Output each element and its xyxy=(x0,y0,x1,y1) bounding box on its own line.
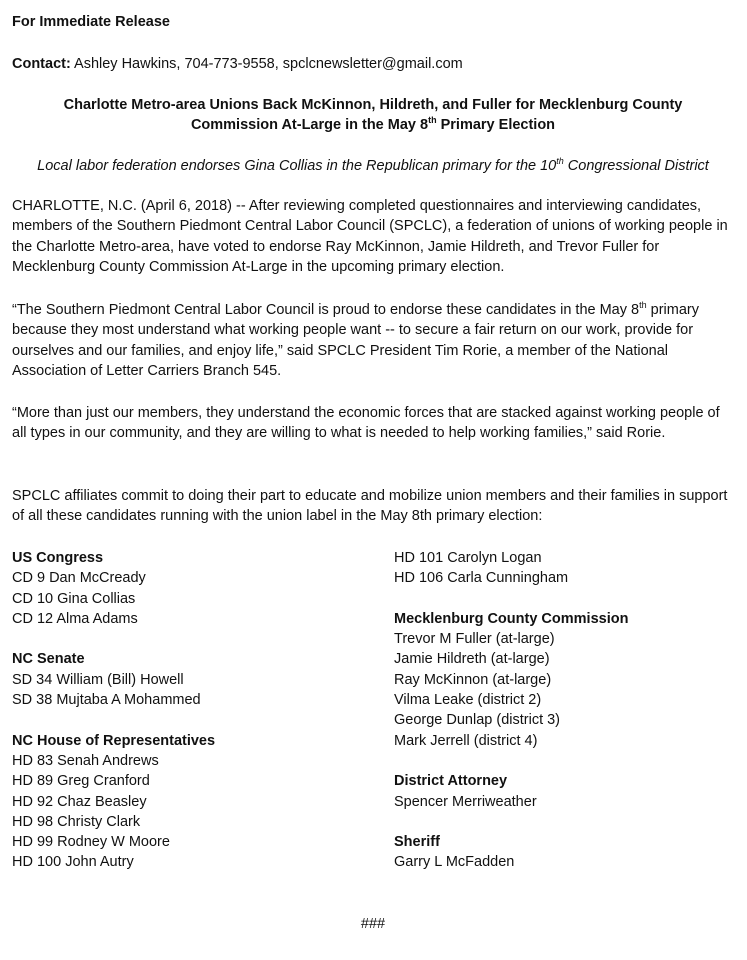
candidate: SD 34 William (Bill) Howell xyxy=(12,671,184,688)
group-title: US Congress xyxy=(12,550,104,566)
contact-line xyxy=(12,54,463,74)
group-us-congress xyxy=(12,548,382,629)
paragraph-quote-1 xyxy=(12,300,732,381)
headline-line-1: Charlotte Metro-area Unions Back McKinnon, Hildreth, and Fuller for Mecklenburg County xyxy=(63,97,683,113)
candidate: HD 92 Chaz Beasley xyxy=(12,793,147,810)
group-nc-house xyxy=(12,731,382,873)
subheadline xyxy=(12,156,734,176)
quote-1-sup: th xyxy=(639,300,647,310)
candidate: Mark Jerrell (district 4) xyxy=(394,732,538,749)
endorsements-right-column xyxy=(394,548,734,893)
candidate: Vilma Leake (district 2) xyxy=(394,692,542,709)
candidate: HD 101 Carolyn Logan xyxy=(394,550,542,566)
quote-1-b: primary because they most understand what working people want -- to secure a fair return on our work, provide for ourselves and our families, and enjoy life,” said SPCLC President Tim Rorie, a member of the National Association of Letter Carriers Branch 545. xyxy=(12,302,699,379)
group-title: Mecklenburg County Commission xyxy=(394,610,629,627)
candidate: SD 38 Mujtaba A Mohammed xyxy=(12,692,201,709)
end-mark: ### xyxy=(360,916,386,932)
candidate: George Dunlap (district 3) xyxy=(394,712,561,729)
group-title: District Attorney xyxy=(394,773,508,790)
group-district-attorney xyxy=(394,771,734,812)
subhead-a: Local labor federation endorses Gina Collias in the Republican primary for the 10 xyxy=(37,158,557,174)
paragraph-intro: CHARLOTTE, N.C. (April 6, 2018) -- After reviewing completed questionnaires and interviewing candidates, members of the Southern Piedmont Central Labor Council (SPCLC), a federation of unions of working people in the Charlotte Metro-area, have voted to endorse Ray McKinnon, Jamie Hildreth, and Trevor Fuller for Mecklenburg County Commission At-Large in the upcoming primary election. xyxy=(12,198,728,275)
candidate: CD 10 Gina Collias xyxy=(12,590,136,607)
headline-line-2-b: Primary Election xyxy=(436,117,556,134)
contact-text: Ashley Hawkins, 704-773-9558, spclcnewsletter@gmail.com xyxy=(70,56,463,72)
group-title: NC House of Representatives xyxy=(12,732,216,749)
headline xyxy=(12,95,734,136)
candidate: Spencer Merriweather xyxy=(394,793,537,810)
candidate: CD 12 Alma Adams xyxy=(12,610,138,627)
headline-line-2-a: Commission At-Large in the May 8 xyxy=(190,117,429,134)
candidate: HD 83 Senah Andrews xyxy=(12,752,159,769)
group-nc-house-continued xyxy=(394,548,734,589)
candidate: Jamie Hildreth (at-large) xyxy=(394,651,550,668)
candidate: Ray McKinnon (at-large) xyxy=(394,671,552,688)
contact-label: Contact: xyxy=(12,56,71,72)
headline-line-2 xyxy=(12,115,734,135)
candidate: HD 106 Carla Cunningham xyxy=(394,570,569,587)
candidate: Garry L McFadden xyxy=(394,854,515,871)
release-label: For Immediate Release xyxy=(12,14,170,30)
group-title: NC Senate xyxy=(12,651,85,668)
paragraph-affiliates: SPCLC affiliates commit to doing their part to educate and mobilize union members and their families in support of all these candidates running with the union label in the May 8th primary election: xyxy=(12,488,728,525)
candidate: HD 99 Rodney W Moore xyxy=(12,834,170,851)
group-county-commission xyxy=(394,609,734,751)
candidate: Trevor M Fuller (at-large) xyxy=(394,631,555,648)
group-title: Sheriff xyxy=(394,834,440,851)
subhead-sup: th xyxy=(556,156,564,166)
group-nc-senate xyxy=(12,649,382,710)
paragraph-quote-2: “More than just our members, they understand the economic forces that are stacked against working people of all types in our community, and they are willing to what is needed to help working families,” said Rorie. xyxy=(12,405,720,442)
candidate: HD 98 Christy Clark xyxy=(12,813,141,830)
quote-1-a: “The Southern Piedmont Central Labor Council is proud to endorse these candidates in the May 8 xyxy=(12,302,640,318)
endorsements-left-column xyxy=(12,548,382,893)
subhead-b: Congressional District xyxy=(563,158,709,174)
group-sheriff xyxy=(394,832,734,873)
headline-sup: th xyxy=(428,115,437,126)
candidate: HD 100 John Autry xyxy=(12,854,134,871)
candidate: CD 9 Dan McCready xyxy=(12,570,146,587)
candidate: HD 89 Greg Cranford xyxy=(12,773,150,790)
